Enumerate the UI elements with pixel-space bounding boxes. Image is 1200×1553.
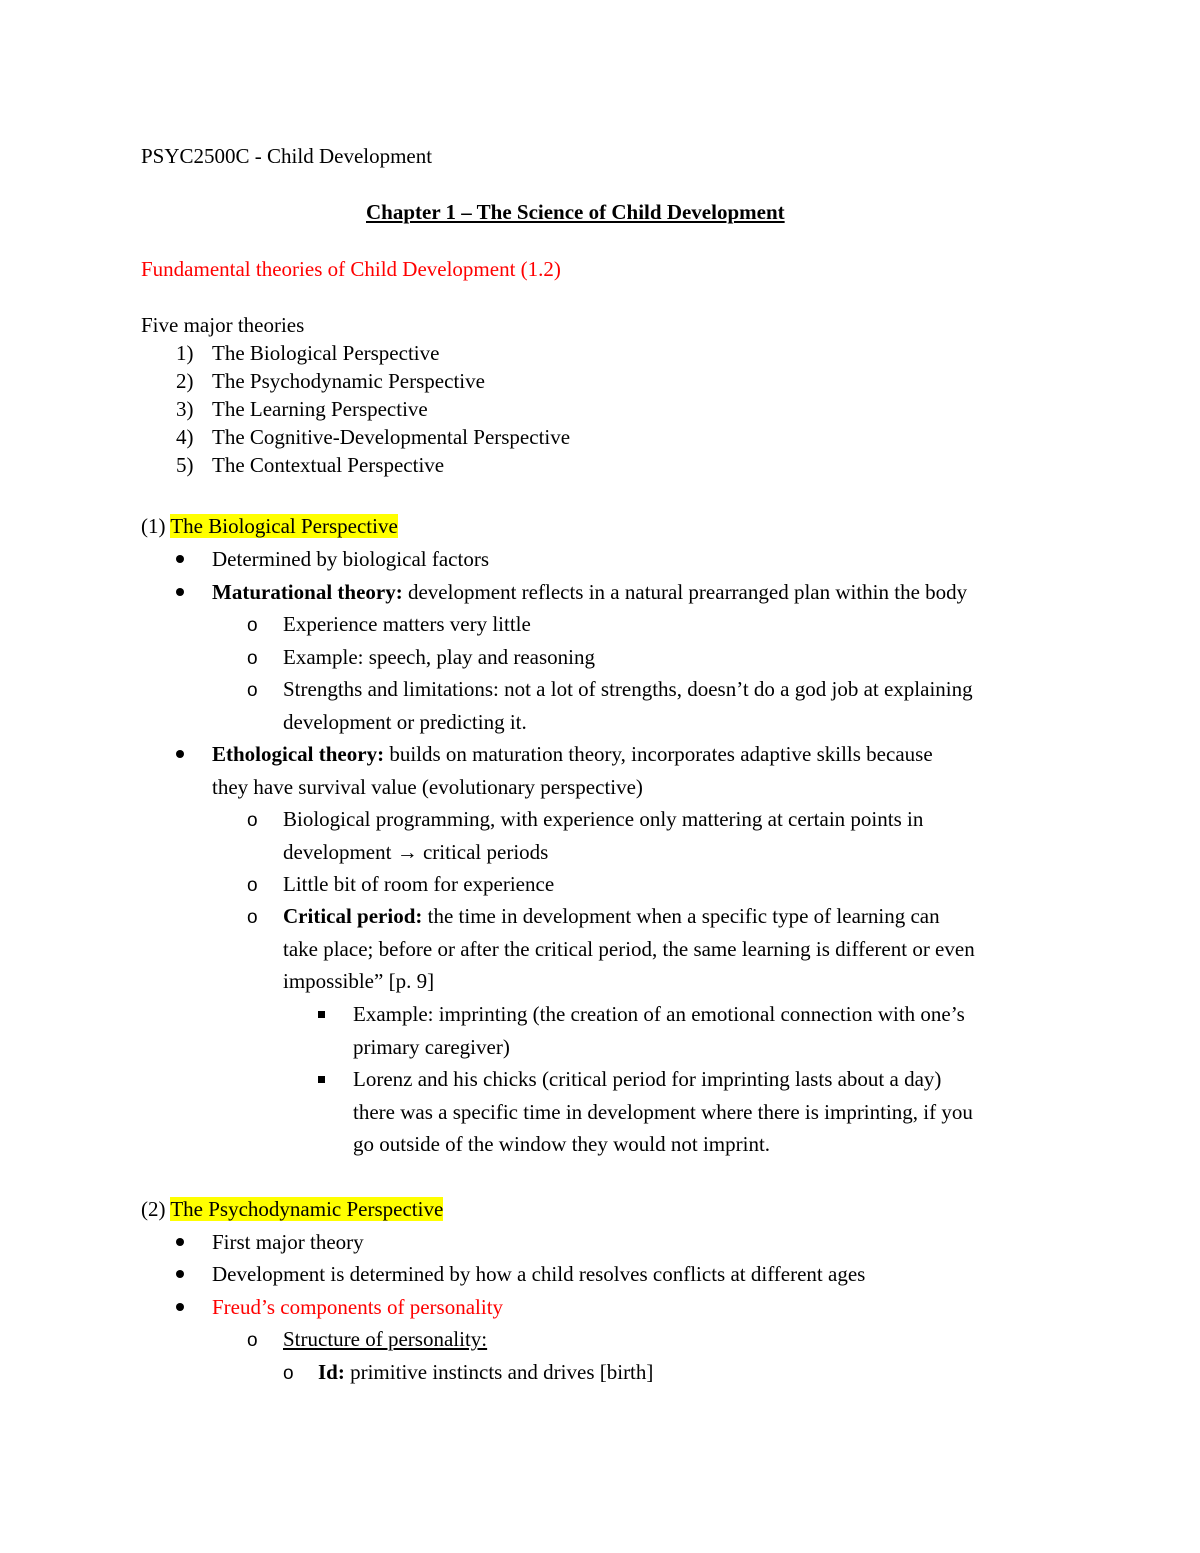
circle-bullet-icon: o — [247, 615, 258, 636]
list-number: 5) — [176, 453, 194, 477]
maturational-sub-2: Example: speech, play and reasoning — [283, 645, 595, 669]
list-number: 2) — [176, 369, 194, 393]
maturational-line: Maturational theory: development reflects in a natural prearranged plan within the body — [212, 580, 968, 604]
id-line: Id: primitive instincts and drives [birth] — [318, 1360, 654, 1384]
section-heading: Fundamental theories of Child Development (1.2) — [141, 257, 561, 281]
bullet-icon — [176, 1303, 184, 1311]
ethological-line-cont: they have survival value (evolutionary perspective) — [212, 775, 643, 799]
ethological-line: Ethological theory: builds on maturation theory, incorporates adaptive skills because — [212, 742, 933, 766]
circle-bullet-icon: o — [247, 1330, 258, 1351]
psycho-bullet-3: Freud’s components of personality — [212, 1295, 504, 1319]
ethological-sub-1-cont: development → critical periods — [283, 840, 549, 864]
psycho-heading-line: (2) The Psychodynamic Perspective — [141, 1197, 444, 1221]
critical-sub-1: Example: imprinting (the creation of an emotional connection with one’s — [353, 1002, 965, 1026]
critical-sub-2-cont-1: there was a specific time in development where there is imprinting, if you — [353, 1100, 973, 1124]
psycho-bullet-2: Development is determined by how a child resolves conflicts at different ages — [212, 1262, 866, 1286]
bullet-icon — [176, 588, 184, 596]
critical-sub-1-cont: primary caregiver) — [353, 1035, 510, 1059]
list-item: The Cognitive-Developmental Perspective — [212, 425, 571, 449]
circle-bullet-icon: o — [247, 680, 258, 701]
psycho-heading: The Psychodynamic Perspective — [170, 1197, 444, 1221]
maturational-sub-3: Strengths and limitations: not a lot of strengths, doesn’t do a god job at explaining — [283, 677, 973, 701]
psycho-bullet-1: First major theory — [212, 1230, 364, 1254]
bullet-icon — [176, 1238, 184, 1246]
maturational-sub-3-cont: development or predicting it. — [283, 710, 527, 734]
list-number: 1) — [176, 341, 194, 365]
critical-period-cont-2: impossible” [p. 9] — [283, 969, 435, 993]
circle-bullet-icon: o — [247, 648, 258, 669]
ethological-sub-1: Biological programming, with experience only mattering at certain points in — [283, 807, 924, 831]
bullet-icon — [176, 1270, 184, 1278]
square-bullet-icon — [318, 1011, 325, 1018]
circle-bullet-icon: o — [247, 810, 258, 831]
square-bullet-icon — [318, 1076, 325, 1083]
maturational-sub-1: Experience matters very little — [283, 612, 531, 636]
ethological-sub-2: Little bit of room for experience — [283, 872, 555, 896]
critical-period-cont-1: take place; before or after the critical period, the same learning is different or even — [283, 937, 975, 961]
bio-heading: The Biological Perspective — [170, 514, 398, 538]
critical-sub-2: Lorenz and his chicks (critical period for imprinting lasts about a day) — [353, 1067, 942, 1091]
list-number: 3) — [176, 397, 194, 421]
critical-sub-2-cont-2: go outside of the window they would not imprint. — [353, 1132, 771, 1156]
bio-bullet-1: Determined by biological factors — [212, 547, 489, 571]
list-item: The Contextual Perspective — [212, 453, 445, 477]
list-item: The Biological Perspective — [212, 341, 440, 365]
bullet-icon — [176, 555, 184, 563]
list-item: The Learning Perspective — [212, 397, 428, 421]
circle-bullet-icon: o — [247, 907, 258, 928]
circle-bullet-icon: o — [283, 1363, 294, 1384]
theories-intro: Five major theories — [141, 313, 305, 337]
course-header: PSYC2500C - Child Development — [141, 144, 433, 168]
bio-heading-line: (1) The Biological Perspective — [141, 514, 398, 538]
circle-bullet-icon: o — [247, 875, 258, 896]
critical-period-line: Critical period: the time in development when a specific type of learning can — [283, 904, 940, 928]
bullet-icon — [176, 750, 184, 758]
chapter-title: Chapter 1 – The Science of Child Development — [366, 200, 785, 224]
list-number: 4) — [176, 425, 194, 449]
structure-of-personality: Structure of personality: — [283, 1327, 488, 1351]
list-item: The Psychodynamic Perspective — [212, 369, 485, 393]
